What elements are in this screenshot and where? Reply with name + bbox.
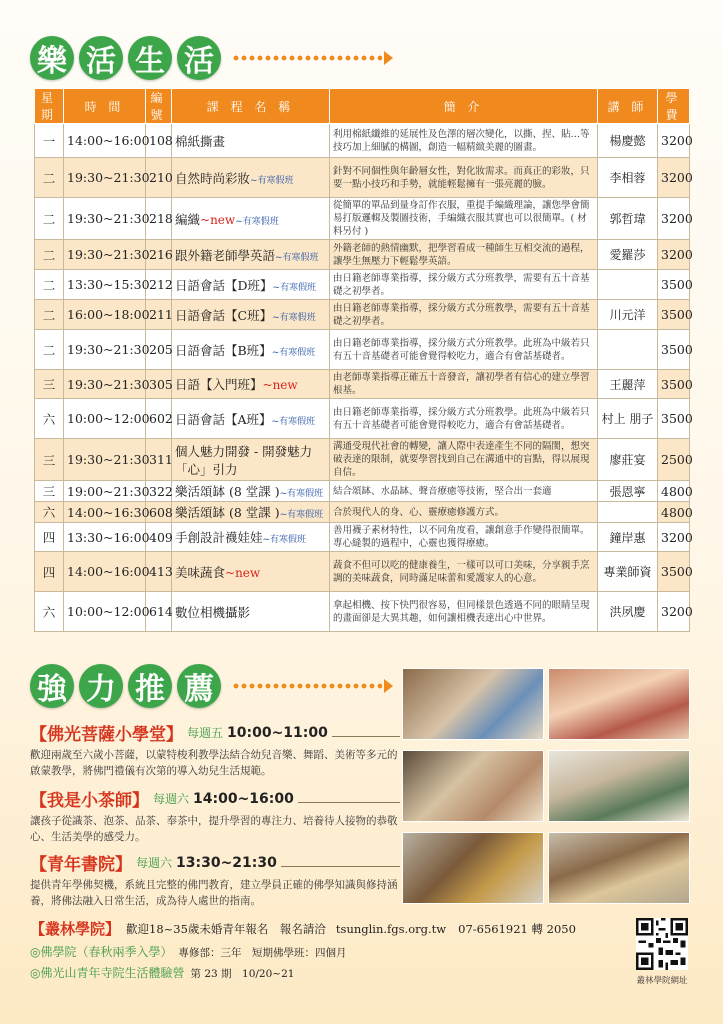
header-course: 課 程 名 稱 bbox=[172, 89, 330, 124]
cell-teacher bbox=[598, 552, 658, 592]
cell-time bbox=[64, 240, 150, 270]
table-row bbox=[35, 592, 690, 632]
recommend-item bbox=[30, 850, 400, 909]
winter-class-note: ~有寒假班 bbox=[279, 510, 324, 520]
cell-day-text: 六 bbox=[42, 505, 56, 520]
table-row bbox=[35, 270, 690, 300]
table-header-row bbox=[35, 89, 690, 124]
cell-teacher-text: 愛羅莎 bbox=[609, 248, 646, 262]
cell-desc-text: 由日籍老師專業指導，採分級方式分班教學，需要有五十音基礎之初學者。 bbox=[333, 272, 590, 297]
recommend-when: 每週六 bbox=[136, 856, 173, 870]
cell-desc-text: 利用棉紙纖維的延展性及色澤的層次變化，以撕、捏、貼…等技巧加上細膩的構圖，創造一幅精緻美麗的圖畫。 bbox=[333, 128, 590, 153]
qr-caption: 叢林學院網址 bbox=[636, 976, 688, 986]
winter-class-note: ~有寒假班 bbox=[235, 216, 279, 227]
cell-code-text: 210 bbox=[149, 170, 173, 185]
cell-desc bbox=[330, 240, 598, 270]
cell-day bbox=[35, 158, 64, 198]
cell-fee-text: 3200 bbox=[661, 529, 693, 545]
recommend-name: 【佛光菩薩小學堂】 bbox=[30, 725, 183, 745]
cell-code-text: 305 bbox=[149, 376, 173, 392]
section-char: 活 bbox=[79, 36, 123, 80]
cell-day bbox=[35, 370, 64, 399]
cell-teacher bbox=[598, 523, 658, 552]
cell-time bbox=[64, 270, 150, 300]
footer bbox=[30, 918, 630, 981]
cell-time bbox=[64, 523, 150, 552]
cell-day-text: 二 bbox=[42, 307, 56, 323]
cell-code-text: 216 bbox=[149, 247, 173, 262]
recommend-name: 【我是小茶師】 bbox=[30, 791, 149, 811]
table-row bbox=[35, 240, 690, 270]
cell-teacher-text: 專業師資 bbox=[603, 565, 652, 579]
cell-teacher-text: 李相蓉 bbox=[609, 171, 646, 185]
cell-fee bbox=[658, 300, 693, 330]
winter-class-note: ~有寒假班 bbox=[275, 252, 319, 263]
footer-line3: ◎佛光山青年寺院生活體驗營 bbox=[30, 966, 185, 980]
cell-teacher bbox=[598, 399, 658, 439]
cell-day-text: 四 bbox=[42, 564, 56, 580]
cell-code bbox=[146, 502, 172, 523]
cell-time bbox=[64, 502, 150, 523]
cell-course-name-text: 日語【入門班】 bbox=[175, 377, 263, 392]
cell-code-text: 311 bbox=[149, 452, 173, 467]
cell-code-text: 205 bbox=[149, 342, 173, 357]
table-row bbox=[35, 439, 690, 481]
cell-desc bbox=[330, 124, 598, 158]
recommend-hours: 14:00~16:00 bbox=[193, 790, 294, 807]
cell-fee-text: 4800 bbox=[661, 483, 693, 499]
cell-teacher bbox=[598, 270, 658, 300]
winter-class-note: ~有寒假班 bbox=[272, 312, 316, 323]
cell-teacher bbox=[598, 330, 658, 370]
cell-course-name-text: 日語會話【B班】 bbox=[175, 342, 272, 358]
footer-line2: ◎佛學院（春秋兩季入學） bbox=[30, 945, 173, 959]
cell-teacher-text: 村上 朋子 bbox=[601, 412, 654, 426]
section-char: 樂 bbox=[30, 36, 74, 80]
cell-time-text: 19:30~21:30 bbox=[67, 452, 150, 467]
recommend-desc: 讓孩子從識茶、泡茶、品茶、奉茶中，提升學習的專注力、培養待人接物的恭敬心、生活美學的感受力。 bbox=[30, 815, 398, 843]
cell-fee-text: 3500 bbox=[661, 376, 693, 392]
cell-code bbox=[146, 552, 172, 592]
cell-fee-text: 3500 bbox=[661, 277, 693, 292]
photo-collage bbox=[402, 668, 692, 910]
cell-code bbox=[146, 370, 172, 399]
cell-day bbox=[35, 240, 64, 270]
cell-day bbox=[35, 270, 64, 300]
header-fee: 學費 bbox=[658, 89, 690, 124]
section-char: 生 bbox=[128, 36, 172, 80]
cell-code bbox=[146, 240, 172, 270]
section-char: 力 bbox=[79, 664, 123, 708]
cell-teacher-text: 張恩寧 bbox=[609, 484, 646, 499]
cell-desc bbox=[330, 502, 598, 523]
cell-fee bbox=[658, 523, 693, 552]
cell-fee-text: 3500 bbox=[661, 411, 693, 426]
cell-code-text: 413 bbox=[149, 564, 173, 579]
footer-site-link[interactable]: tsunglin.fgs.org.tw bbox=[335, 921, 447, 936]
cell-time bbox=[64, 124, 150, 158]
section-char: 強 bbox=[30, 664, 74, 708]
footer-name: 【叢林學院】 bbox=[30, 920, 121, 938]
recommend-desc: 提供青年學佛契機，系統且完整的佛門教育，建立學員正確的佛學知識與修持涵養，將佛法融入日常生活，成為待人處世的指南。 bbox=[30, 879, 398, 907]
cell-desc-text: 結合頌缽、水晶缽、聲音療癒等技術，堅合出一套適 bbox=[333, 485, 552, 497]
section-char: 推 bbox=[128, 664, 172, 708]
cell-desc-text: 合於現代人的身、心、靈療癒修護方式。 bbox=[333, 506, 505, 518]
photo-tea-class bbox=[402, 750, 544, 822]
cell-fee bbox=[658, 439, 693, 481]
cell-day-text: 四 bbox=[42, 530, 56, 545]
cell-course-name bbox=[172, 502, 330, 523]
cell-fee bbox=[658, 270, 693, 300]
cell-code bbox=[146, 300, 172, 330]
cell-day-text: 二 bbox=[42, 170, 56, 186]
cell-code-text: 409 bbox=[149, 529, 173, 545]
cell-code bbox=[146, 592, 172, 632]
cell-code bbox=[146, 124, 172, 158]
cell-fee bbox=[658, 370, 693, 399]
cell-teacher bbox=[598, 370, 658, 399]
cell-fee-text: 3200 bbox=[661, 133, 693, 148]
cell-code-text: 211 bbox=[149, 307, 173, 322]
cell-day bbox=[35, 439, 64, 481]
cell-teacher bbox=[598, 198, 658, 240]
table-row bbox=[35, 370, 690, 399]
cell-day bbox=[35, 124, 64, 158]
cell-fee bbox=[658, 240, 693, 270]
cell-day bbox=[35, 330, 64, 370]
cell-code-text: 602 bbox=[149, 411, 173, 426]
cell-fee bbox=[658, 330, 693, 370]
cell-course-name-text: 日語會話【D班】 bbox=[175, 277, 273, 293]
table-row bbox=[35, 502, 690, 523]
table-row bbox=[35, 523, 690, 552]
cell-course-name bbox=[172, 481, 330, 502]
recommend-when: 每週六 bbox=[153, 792, 190, 806]
cell-course-name bbox=[172, 124, 330, 158]
cell-day-text: 二 bbox=[42, 211, 56, 227]
cell-desc-text: 由日籍老師專業指導，採分級方式分班教學。此班為中級若只有五十音基礎者可能會覺得較吃力，適合有會話基礎者。 bbox=[333, 406, 590, 431]
cell-code bbox=[146, 399, 172, 439]
cell-teacher-text: 楊慶懿 bbox=[609, 134, 646, 148]
footer-tel: 07-6561921 轉 2050 bbox=[458, 921, 576, 936]
footer-text: 歡迎18~35歲未婚青年報名 報名請洽 bbox=[126, 921, 326, 936]
header-teacher: 講 師 bbox=[598, 89, 658, 124]
cell-desc bbox=[330, 481, 598, 502]
recommend-hours: 10:00~11:00 bbox=[227, 724, 328, 741]
table-row bbox=[35, 198, 690, 240]
cell-day bbox=[35, 592, 64, 632]
cell-course-name-text: 手創設計襪娃娃 bbox=[175, 530, 263, 545]
cell-time-text: 10:00~12:00 bbox=[67, 604, 150, 619]
qr-code[interactable] bbox=[636, 918, 688, 970]
cell-fee bbox=[658, 552, 693, 592]
cell-desc bbox=[330, 270, 598, 300]
cell-fee bbox=[658, 399, 693, 439]
cell-course-name-text: 日語會話【A班】 bbox=[175, 411, 272, 427]
course-table bbox=[34, 88, 693, 632]
cell-day-text: 六 bbox=[42, 604, 56, 620]
cell-course-name-text: 跟外籍老師學英語 bbox=[175, 247, 276, 263]
cell-fee-text: 3200 bbox=[661, 604, 693, 619]
cell-fee-text: 3200 bbox=[661, 247, 693, 262]
cell-code bbox=[146, 270, 172, 300]
cell-course-name bbox=[172, 300, 330, 330]
cell-course-name bbox=[172, 270, 330, 300]
cell-course-name bbox=[172, 158, 330, 198]
cell-fee-text: 4800 bbox=[661, 504, 693, 520]
cell-course-name bbox=[172, 552, 330, 592]
dotted-line bbox=[232, 682, 382, 690]
cell-time-text: 16:00~18:00 bbox=[67, 307, 150, 322]
cell-teacher-text: 廖莊宴 bbox=[609, 453, 646, 467]
new-badge: ~new bbox=[225, 565, 261, 580]
cell-desc bbox=[330, 399, 598, 439]
cell-teacher bbox=[598, 158, 658, 198]
recommend-hours: 13:30~21:30 bbox=[176, 854, 277, 871]
dotted-line bbox=[232, 54, 382, 62]
photo-children-class bbox=[402, 668, 544, 740]
cell-time-text: 19:30~21:30 bbox=[67, 247, 150, 262]
cell-fee-text: 3500 bbox=[661, 342, 693, 357]
cell-teacher bbox=[598, 300, 658, 330]
cell-course-name-text: 個人魅力開發 - 開發魅力「心」引力 bbox=[175, 443, 313, 477]
cell-fee bbox=[658, 124, 693, 158]
cell-fee-text: 3200 bbox=[661, 170, 693, 185]
cell-fee bbox=[658, 198, 693, 240]
footer-line3-sub: 第 23 期 10/20~21 bbox=[190, 968, 295, 980]
cell-desc-text: 由日籍老師專業指導，採分級方式分班教學。此班為中級若只有五十音基礎者可能會覺得較吃力，適合有會話基礎者。 bbox=[333, 337, 590, 362]
cell-desc-text: 善用襪子素材特性，以不同角度看，讓創意手作變得很簡單。專心縫製的過程中，心靈也獲得療癒。 bbox=[333, 525, 590, 549]
cell-code bbox=[146, 198, 172, 240]
recommend-item bbox=[30, 786, 400, 845]
cell-teacher bbox=[598, 439, 658, 481]
cell-fee-text: 3500 bbox=[661, 564, 693, 579]
cell-fee bbox=[658, 158, 693, 198]
table-row bbox=[35, 330, 690, 370]
header-time: 時 間 bbox=[64, 89, 146, 124]
table-row bbox=[35, 124, 690, 158]
cell-code-text: 608 bbox=[149, 504, 173, 520]
cell-day bbox=[35, 300, 64, 330]
cell-course-name bbox=[172, 370, 330, 399]
cell-desc bbox=[330, 158, 598, 198]
cell-time bbox=[64, 300, 150, 330]
cell-day-text: 六 bbox=[42, 411, 56, 427]
header-day: 星期 bbox=[35, 89, 64, 124]
divider bbox=[298, 802, 400, 803]
new-badge: ~new bbox=[200, 212, 236, 227]
cell-course-name-text: 樂活頌缽 (8 堂課 ) bbox=[175, 484, 280, 499]
cell-time bbox=[64, 439, 150, 481]
cell-teacher-text: 洪夙慶 bbox=[609, 605, 646, 619]
cell-desc bbox=[330, 552, 598, 592]
cell-time bbox=[64, 481, 150, 502]
cell-course-name bbox=[172, 523, 330, 552]
cell-desc bbox=[330, 370, 598, 399]
cell-day-text: 三 bbox=[42, 452, 56, 468]
cell-course-name-text: 自然時尚彩妝 bbox=[175, 170, 251, 186]
cell-code-text: 212 bbox=[149, 277, 173, 292]
cell-course-name-text: 日語會話【C班】 bbox=[175, 307, 273, 323]
cell-time bbox=[64, 552, 150, 592]
cell-day-text: 二 bbox=[42, 277, 56, 293]
cell-code-text: 108 bbox=[149, 133, 173, 148]
cell-course-name bbox=[172, 592, 330, 632]
cell-teacher bbox=[598, 240, 658, 270]
cell-day bbox=[35, 523, 64, 552]
winter-class-note: ~有寒假班 bbox=[279, 489, 324, 499]
photo-meditation bbox=[402, 832, 544, 904]
cell-course-name-text: 數位相機攝影 bbox=[175, 604, 251, 620]
table-row bbox=[35, 300, 690, 330]
cell-time bbox=[64, 592, 150, 632]
cell-time-text: 14:00~16:00 bbox=[67, 564, 150, 579]
cell-desc-text: 由日籍老師專業指導，採分級方式分班教學，需要有五十音基礎之初學者。 bbox=[333, 302, 590, 327]
cell-time-text: 14:00~16:30 bbox=[67, 504, 150, 520]
cell-day bbox=[35, 198, 64, 240]
cell-day-text: 二 bbox=[42, 247, 56, 263]
cell-time-text: 13:30~15:30 bbox=[67, 277, 150, 292]
cell-teacher-text: 郭哲瑋 bbox=[609, 212, 646, 226]
cell-time-text: 19:30~21:30 bbox=[67, 342, 150, 357]
recommend-name: 【青年書院】 bbox=[30, 855, 132, 875]
cell-desc-text: 由老師專業指導正確五十音發音，讓初學者有信心的建立學習根基。 bbox=[333, 372, 590, 396]
cell-course-name bbox=[172, 399, 330, 439]
cell-fee bbox=[658, 502, 693, 523]
cell-teacher bbox=[598, 124, 658, 158]
winter-class-note: ~有寒假班 bbox=[262, 535, 307, 545]
cell-code-text: 218 bbox=[149, 211, 173, 226]
cell-desc-text: 溝通受現代社會的轉變，讓人際中表達產生不同的隔閡，想突破表達的限制，就要學習找到自己在溝通中的盲點，得以展現自信。 bbox=[333, 441, 590, 478]
recommend-desc: 歡迎兩歲至六歲小菩薩，以蒙特梭利教學法結合幼兒音樂、舞蹈、美術等多元的啟蒙教學，將佛門禮儀有次第的導入幼兒生活規範。 bbox=[30, 749, 398, 777]
cell-day-text: 三 bbox=[42, 377, 56, 392]
divider bbox=[332, 736, 400, 737]
table-row bbox=[35, 481, 690, 502]
cell-time bbox=[64, 370, 150, 399]
photo-group-kids bbox=[548, 668, 690, 740]
table-row bbox=[35, 399, 690, 439]
footer-line2-sub: 專修部：三年 短期佛學班：四個月 bbox=[178, 947, 347, 959]
cell-course-name-text: 樂活頌缽 (8 堂課 ) bbox=[175, 505, 280, 520]
cell-fee-text: 3500 bbox=[661, 307, 693, 322]
cell-desc bbox=[330, 592, 598, 632]
cell-fee bbox=[658, 481, 693, 502]
cell-time-text: 19:30~21:30 bbox=[67, 211, 150, 226]
cell-desc bbox=[330, 300, 598, 330]
cell-code-text: 322 bbox=[149, 483, 173, 499]
divider bbox=[281, 866, 400, 867]
cell-code bbox=[146, 481, 172, 502]
cell-time bbox=[64, 399, 150, 439]
photo-lecture-hall bbox=[548, 832, 690, 904]
cell-desc bbox=[330, 439, 598, 481]
cell-desc-text: 拿起相機、按下快門很容易，但同樣景色透過不同的眼睛呈現的畫面卻是大異其趣，如何讓相機表達出心中世界。 bbox=[333, 599, 590, 624]
cell-course-name bbox=[172, 439, 330, 481]
cell-code bbox=[146, 158, 172, 198]
header-desc: 簡 介 bbox=[330, 89, 598, 124]
section-header-recommend bbox=[30, 664, 393, 708]
cell-desc-text: 針對不同個性與年齡層女性，對化妝需求。而真正的彩妝，只要一點小技巧和手勢，就能輕鬆擁有一張亮麗的臉。 bbox=[333, 165, 590, 190]
new-badge: ~new bbox=[262, 378, 298, 392]
cell-teacher bbox=[598, 481, 658, 502]
cell-desc bbox=[330, 523, 598, 552]
header-code: 編號 bbox=[146, 89, 172, 124]
cell-day-text: 三 bbox=[42, 484, 56, 499]
cell-time-text: 14:00~16:00 bbox=[67, 133, 150, 148]
cell-desc-text: 蔬食不但可以吃的健康養生，一樣可以可口美味，分享親手烹調的美味蔬食，同時滿足味蕾和愛護家人的心意。 bbox=[333, 559, 590, 584]
cell-fee bbox=[658, 592, 693, 632]
cell-code-text: 614 bbox=[149, 604, 173, 619]
cell-teacher-text: 王麗萍 bbox=[609, 377, 646, 392]
recommend-when: 每週五 bbox=[187, 726, 224, 740]
cell-fee-text: 3200 bbox=[661, 211, 693, 226]
cell-teacher bbox=[598, 502, 658, 523]
section-char: 薦 bbox=[177, 664, 221, 708]
cell-teacher bbox=[598, 592, 658, 632]
cell-desc-text: 外籍老師的熱情幽默，把學習看成一種師生互相交流的過程，讓學生無壓力下輕鬆學英語。 bbox=[333, 242, 590, 267]
cell-time bbox=[64, 158, 150, 198]
arrow-icon bbox=[384, 51, 393, 65]
winter-class-note: ~有寒假班 bbox=[271, 347, 316, 358]
cell-day bbox=[35, 481, 64, 502]
cell-teacher-text: 川元洋 bbox=[609, 308, 646, 322]
section-header-life bbox=[30, 36, 393, 80]
section-char: 活 bbox=[177, 36, 221, 80]
cell-time-text: 19:30~21:30 bbox=[67, 170, 150, 185]
cell-code bbox=[146, 439, 172, 481]
table-row bbox=[35, 158, 690, 198]
cell-day bbox=[35, 399, 64, 439]
cell-code bbox=[146, 330, 172, 370]
winter-class-note: ~有寒假班 bbox=[272, 282, 317, 293]
cell-time-text: 13:30~16:00 bbox=[67, 529, 150, 545]
cell-time bbox=[64, 198, 150, 240]
cell-time bbox=[64, 330, 150, 370]
cell-course-name-text: 棉紙撕畫 bbox=[175, 133, 226, 149]
cell-course-name bbox=[172, 198, 330, 240]
cell-time-text: 19:00~21:30 bbox=[67, 483, 150, 499]
cell-time-text: 10:00~12:00 bbox=[67, 411, 150, 426]
cell-desc bbox=[330, 330, 598, 370]
table-row bbox=[35, 552, 690, 592]
cell-teacher-text: 鐘岸惠 bbox=[609, 530, 646, 545]
photo-tea-ceremony bbox=[548, 750, 690, 822]
cell-course-name-text: 美味蔬食 bbox=[175, 564, 226, 580]
cell-desc-text: 從簡單的單品到量身訂作衣服，重提手編織理論，讓您學會簡易打版邏輯及製圖技術，手編織衣服其實也可以很簡單。( 材料另付 ) bbox=[333, 200, 590, 237]
winter-class-note: ~有寒假班 bbox=[250, 175, 294, 186]
cell-fee-text: 2500 bbox=[661, 452, 693, 467]
cell-course-name-text: 編織 bbox=[175, 211, 201, 227]
cell-course-name bbox=[172, 240, 330, 270]
cell-day bbox=[35, 502, 64, 523]
cell-code bbox=[146, 523, 172, 552]
cell-time-text: 19:30~21:30 bbox=[67, 376, 150, 392]
cell-desc bbox=[330, 198, 598, 240]
cell-day bbox=[35, 552, 64, 592]
winter-class-note: ~有寒假班 bbox=[271, 416, 316, 427]
cell-course-name bbox=[172, 330, 330, 370]
cell-day-text: 一 bbox=[42, 133, 56, 149]
arrow-icon bbox=[384, 679, 393, 693]
recommend-item bbox=[30, 720, 400, 779]
cell-day-text: 二 bbox=[42, 342, 56, 358]
